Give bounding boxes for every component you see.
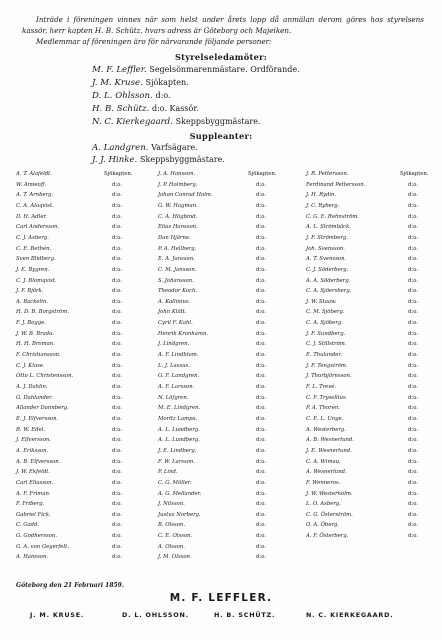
member-occupation: d:o. bbox=[112, 522, 122, 529]
member-name: O. A. Öberg. bbox=[306, 522, 340, 529]
member-name: J. Thorbjörnsson. bbox=[306, 373, 352, 380]
member-name: G. F. Landgren. bbox=[158, 373, 200, 380]
member-name: C. J. Söderberg. bbox=[306, 266, 349, 273]
member-occupation: d:o. bbox=[112, 330, 122, 337]
member-occupation: d:o. bbox=[112, 554, 122, 561]
member-occupation: d:o. bbox=[408, 320, 418, 327]
member-occupation: d:o. bbox=[256, 330, 266, 337]
member-name: F. J. Bogge. bbox=[16, 320, 46, 327]
member-occupation: d:o. bbox=[408, 288, 418, 295]
member-name: E. A. Jansson. bbox=[158, 256, 195, 263]
member-occupation: Sjökapten. bbox=[248, 171, 277, 177]
member-occupation: d:o. bbox=[256, 362, 266, 369]
board-member bbox=[92, 78, 189, 88]
member-name: J. Lindgren. bbox=[158, 341, 190, 348]
member-name: Ferdinand Pettersson. bbox=[306, 181, 366, 188]
member-name: G. W. Hagman. bbox=[158, 202, 198, 209]
member-name: John Klätt. bbox=[158, 309, 187, 316]
member-name: J. W. Ekfeldt. bbox=[16, 469, 51, 476]
member-occupation: d:o. bbox=[408, 426, 418, 433]
member-occupation: d:o. bbox=[256, 245, 266, 252]
member-occupation: d:o. bbox=[112, 277, 122, 284]
member-occupation: d:o. bbox=[408, 309, 418, 316]
member-name: J. M. Olsson. bbox=[158, 554, 192, 561]
member-occupation: d:o. bbox=[256, 479, 266, 486]
member-occupation: d:o. bbox=[112, 469, 122, 476]
member-name: A. L. Strömbäck. bbox=[306, 224, 351, 231]
member-name: J. E. Lindberg. bbox=[158, 447, 197, 454]
member-name: A. T. Svensson. bbox=[306, 256, 347, 263]
member-name: J. W. Staaw. bbox=[306, 298, 337, 305]
board-member bbox=[92, 104, 199, 114]
member-name: J. P. Holmberg. bbox=[158, 181, 198, 188]
member-name: J. F. Tengström. bbox=[306, 362, 348, 369]
member-occupation: d:o. bbox=[256, 288, 266, 295]
substitute-role: Skeppsbyggmästare. bbox=[140, 155, 225, 164]
member-occupation: d:o. bbox=[112, 181, 122, 188]
member-occupation: d:o. bbox=[256, 437, 266, 444]
member-name: A. L. Lundberg. bbox=[158, 437, 200, 444]
member-occupation: d:o. bbox=[256, 501, 266, 508]
board-member-name: H. B. Schütz. bbox=[92, 104, 150, 114]
member-name: C. J. Asberg. bbox=[16, 234, 49, 241]
member-name: Moritz Lampa. bbox=[158, 415, 198, 422]
member-name: F. Wenneros. bbox=[306, 479, 341, 486]
member-name: C. E. Bethén. bbox=[16, 245, 52, 252]
member-occupation: d:o. bbox=[112, 384, 122, 390]
member-name: Otto L. Christensson. bbox=[16, 373, 74, 380]
substitute-member bbox=[92, 155, 225, 165]
board-member-role: Skeppsbyggmästare. bbox=[175, 117, 261, 126]
member-occupation: d:o. bbox=[256, 394, 266, 401]
member-name: F. Friberg. bbox=[16, 501, 45, 508]
member-occupation: d:o. bbox=[112, 245, 122, 252]
member-occupation: d:o. bbox=[408, 533, 418, 540]
member-occupation: Sjökapten. bbox=[400, 171, 429, 177]
member-name: J. F. Strömberg. bbox=[306, 234, 348, 241]
member-occupation: Sjökapten. bbox=[104, 171, 133, 177]
member-name: N. Löfgren. bbox=[158, 394, 189, 401]
member-name: P. A. Thorén. bbox=[306, 405, 340, 412]
member-occupation: d:o. bbox=[408, 362, 418, 369]
member-occupation: d:o. bbox=[256, 469, 266, 476]
member-name: C. A. Alaqvist. bbox=[16, 202, 54, 209]
member-occupation: d:o. bbox=[256, 320, 266, 327]
member-occupation: d:o. bbox=[256, 256, 266, 263]
member-occupation: d:o. bbox=[408, 394, 418, 401]
member-name: C. A. Sjöersberg. bbox=[306, 288, 352, 295]
member-name: A. A. Söderberg. bbox=[306, 277, 351, 284]
signature: H. B. SCHÜTZ. bbox=[214, 611, 276, 619]
member-name: J. A. Hansson. bbox=[158, 171, 196, 177]
member-name: C. A. Wimau. bbox=[306, 458, 341, 465]
member-occupation: d:o. bbox=[408, 479, 418, 486]
member-occupation: d:o. bbox=[408, 202, 418, 209]
member-occupation: d:o. bbox=[112, 341, 122, 348]
board-member bbox=[92, 117, 261, 127]
member-occupation: d:o. bbox=[112, 352, 122, 359]
member-name: J. Nilsson. bbox=[158, 501, 185, 508]
member-name: P. A. Hellberg. bbox=[158, 245, 197, 252]
member-name: J. E. Wesnerlund. bbox=[306, 447, 352, 454]
member-name: A. F. Lindblom. bbox=[158, 352, 199, 359]
member-name: C. A. Sjöberg. bbox=[306, 320, 344, 327]
member-occupation: d:o. bbox=[112, 224, 122, 231]
member-name: G. Godhersson. bbox=[16, 533, 58, 540]
member-name: Gabriel Fick. bbox=[16, 511, 51, 518]
member-occupation: d:o. bbox=[112, 543, 122, 550]
member-name: J. Elfversson. bbox=[16, 437, 51, 444]
substitutes-heading: Suppleanter: bbox=[189, 131, 253, 141]
intro-paragraph: Inträde i föreningen vinnes när som helst under årets lopp då anmälan derom göres hos styrelsens kassör, herr kapten H. B. Schütz, hvars adress är Göteborg och Majeiken. bbox=[22, 15, 424, 35]
member-name: Johan Conrad Holm. bbox=[158, 192, 213, 199]
member-name: J. E. Bygren. bbox=[16, 266, 50, 273]
member-occupation: d:o. bbox=[112, 298, 122, 305]
member-name: A. B. Elfversson. bbox=[16, 458, 61, 465]
board-member bbox=[92, 91, 171, 101]
member-name: Joh. Svensson. bbox=[306, 245, 345, 252]
member-occupation: d:o. bbox=[256, 234, 266, 241]
member-occupation: d:o. bbox=[112, 192, 122, 199]
member-occupation: d:o. bbox=[112, 447, 122, 454]
member-occupation: d:o. bbox=[256, 511, 266, 518]
member-name: G. Dahlander. bbox=[16, 394, 53, 401]
member-occupation: d:o. bbox=[112, 394, 122, 401]
member-occupation: d:o. bbox=[408, 437, 418, 444]
substitute-role: Varfsägare. bbox=[151, 143, 198, 152]
member-occupation: d:o. bbox=[256, 490, 266, 497]
member-name: F. Christiansson. bbox=[16, 352, 61, 359]
member-name: C. G. Österström. bbox=[306, 511, 353, 518]
member-occupation: d:o. bbox=[256, 341, 266, 348]
member-name: Cyril F. Kahl. bbox=[158, 320, 193, 327]
member-name: A. F. Friman. bbox=[16, 490, 51, 497]
member-name: M. E. Lindgren. bbox=[158, 405, 201, 412]
member-name: E. J. Elfversson. bbox=[16, 415, 59, 422]
member-occupation: d:o. bbox=[408, 341, 418, 348]
member-name: A. F. Larsson. bbox=[158, 384, 195, 390]
member-occupation: d:o. bbox=[112, 362, 122, 369]
member-occupation: d:o. bbox=[112, 234, 122, 241]
board-member-name: D. L. Ohlsson. bbox=[92, 91, 153, 101]
member-occupation: d:o. bbox=[256, 405, 266, 412]
member-occupation: d:o. bbox=[112, 511, 122, 518]
member-name: A. Backelin. bbox=[16, 298, 49, 305]
member-occupation: d:o. bbox=[408, 277, 418, 284]
member-occupation: d:o. bbox=[408, 234, 418, 241]
member-name: E. Thulander. bbox=[306, 352, 343, 359]
member-occupation: d:o. bbox=[408, 522, 418, 529]
member-occupation: d:o. bbox=[256, 458, 266, 465]
member-occupation: d:o. bbox=[408, 330, 418, 337]
board-member-role: Sjökapten. bbox=[145, 78, 189, 87]
document-date: Göteborg den 21 Februari 1859. bbox=[16, 582, 124, 589]
member-occupation: d:o. bbox=[408, 415, 418, 422]
member-occupation: d:o. bbox=[112, 479, 122, 486]
member-name: P. Lind. bbox=[158, 469, 178, 476]
member-occupation: d:o. bbox=[256, 213, 266, 220]
member-occupation: d:o. bbox=[256, 192, 266, 199]
member-name: C. M. Jansson. bbox=[158, 266, 197, 273]
board-member-name: J. M. Kruse. bbox=[92, 78, 143, 88]
member-name: C. A. Högbind. bbox=[158, 213, 198, 220]
member-occupation: d:o. bbox=[408, 490, 418, 497]
member-name: C. E. L. Unge. bbox=[306, 415, 344, 422]
member-occupation: d:o. bbox=[256, 298, 266, 305]
member-name: A. L. Lundberg. bbox=[158, 426, 200, 433]
member-name: J. H. Rydin. bbox=[306, 192, 337, 199]
substitute-member bbox=[92, 143, 198, 153]
member-name: L. O. Asberg. bbox=[306, 501, 341, 508]
member-name: Dan Hjärne. bbox=[158, 234, 191, 241]
member-occupation: d:o. bbox=[408, 213, 418, 220]
member-name: J. F. Björk. bbox=[16, 288, 44, 295]
member-name: C. M. Sjöberg. bbox=[306, 309, 345, 316]
member-name: S. Johansson. bbox=[158, 277, 194, 284]
member-name: C. E. Olsson. bbox=[158, 533, 193, 540]
member-name: C. J. Klase. bbox=[16, 362, 45, 369]
member-name: F. W. Larsson. bbox=[158, 458, 196, 465]
member-occupation: d:o. bbox=[112, 288, 122, 295]
member-name: A. J. Dahlin. bbox=[16, 384, 48, 390]
member-occupation: d:o. bbox=[408, 469, 418, 476]
member-occupation: d:o. bbox=[112, 437, 122, 444]
member-name: J. W. B. Brada. bbox=[16, 330, 55, 337]
member-name: W. Amieoff. bbox=[16, 181, 47, 188]
board-member-name: N. C. Kierkegaard. bbox=[92, 117, 173, 127]
member-occupation: d:o. bbox=[256, 224, 266, 231]
member-name: A. G. Mellander. bbox=[158, 490, 202, 497]
member-occupation: d:o. bbox=[408, 501, 418, 508]
member-occupation: d:o. bbox=[408, 511, 418, 518]
member-name: A. T. Alafeldt. bbox=[16, 171, 52, 177]
member-name: B. Olsson. bbox=[158, 522, 186, 529]
member-occupation: d:o. bbox=[408, 447, 418, 454]
member-occupation: d:o. bbox=[112, 501, 122, 508]
member-occupation: d:o. bbox=[256, 426, 266, 433]
member-occupation: d:o. bbox=[408, 256, 418, 263]
member-name: Henrik Kronhamn. bbox=[158, 330, 209, 337]
member-occupation: d:o. bbox=[256, 277, 266, 284]
signature: D. L. OHLSSON. bbox=[122, 611, 189, 619]
member-occupation: d:o. bbox=[256, 352, 266, 359]
member-name: A. T. Arnberg. bbox=[16, 192, 54, 199]
member-occupation: d:o. bbox=[112, 256, 122, 263]
member-name: G. A. von Gegerfelt. bbox=[16, 543, 69, 550]
member-occupation: d:o. bbox=[112, 415, 122, 422]
member-name: J. R. Pettersson. bbox=[306, 171, 349, 177]
member-name: C. J. Stillström. bbox=[306, 341, 347, 348]
member-name: Elias Hansson. bbox=[158, 224, 198, 231]
member-name: J. W. Westerholm. bbox=[306, 490, 353, 497]
member-name: Carl Eliasson. bbox=[16, 479, 54, 486]
member-occupation: d:o. bbox=[256, 181, 266, 188]
intro-text bbox=[22, 14, 424, 47]
member-occupation: d:o. bbox=[408, 298, 418, 305]
member-name: L. J. Lassus. bbox=[158, 362, 190, 369]
member-occupation: d:o. bbox=[256, 415, 266, 422]
member-occupation: d:o. bbox=[112, 458, 122, 465]
member-occupation: d:o. bbox=[256, 266, 266, 273]
member-occupation: d:o. bbox=[112, 320, 122, 327]
substitute-name: A. Landgren. bbox=[92, 143, 149, 153]
member-name: C. G. E. Rehnström. bbox=[306, 213, 360, 220]
member-occupation: d:o. bbox=[256, 309, 266, 316]
signature: J. M. KRUSE. bbox=[30, 611, 85, 619]
member-name: C. F. Trysellius. bbox=[306, 394, 348, 401]
member-occupation: d:o. bbox=[408, 192, 418, 199]
board-member-role: d:o. Kassör. bbox=[151, 104, 199, 113]
member-name: J. F. Sundberg. bbox=[306, 330, 346, 337]
member-name: Carl Andersson. bbox=[16, 224, 60, 231]
member-occupation: d:o. bbox=[112, 202, 122, 209]
member-occupation: d:o. bbox=[256, 533, 266, 540]
member-name: C. Gadd. bbox=[16, 522, 40, 529]
member-occupation: d:o. bbox=[256, 373, 266, 380]
chair-signature: M. F. LEFFLER. bbox=[169, 592, 273, 604]
member-occupation: d:o. bbox=[112, 266, 122, 273]
member-name: A. Hansson. bbox=[16, 554, 49, 561]
member-name: H. D. B. Borgström. bbox=[16, 309, 69, 316]
member-name: A. Olsson. bbox=[158, 543, 185, 550]
member-occupation: d:o. bbox=[256, 447, 266, 454]
member-name: A. B. Wesnerlund. bbox=[306, 437, 354, 444]
signature: N. C. KIERKEGAARD. bbox=[306, 611, 394, 619]
member-occupation: d:o. bbox=[408, 405, 418, 412]
member-occupation: d:o. bbox=[256, 202, 266, 209]
member-name: R. W. Edel. bbox=[16, 426, 46, 433]
member-name: J. C. Ryberg. bbox=[306, 202, 340, 209]
board-member-role: Segelsönmarenmästare. Ordförande. bbox=[149, 65, 300, 74]
member-occupation: d:o. bbox=[408, 266, 418, 273]
member-name: A. F. Österberg. bbox=[306, 533, 349, 540]
member-name: A. Kallinius. bbox=[158, 298, 191, 305]
member-occupation: d:o. bbox=[112, 405, 122, 412]
member-name: C. G. Möller. bbox=[158, 479, 192, 486]
member-name: A. Westerberg. bbox=[306, 426, 346, 433]
member-occupation: d:o. bbox=[408, 384, 418, 390]
member-occupation: d:o. bbox=[408, 181, 418, 188]
board-member-role: d:o. bbox=[155, 91, 171, 100]
member-occupation: d:o. bbox=[408, 245, 418, 252]
member-occupation: d:o. bbox=[112, 490, 122, 497]
member-occupation: d:o. bbox=[112, 426, 122, 433]
member-occupation: d:o. bbox=[112, 533, 122, 540]
member-name: D. H. Adler. bbox=[16, 213, 48, 220]
member-occupation: d:o. bbox=[408, 224, 418, 231]
intro-members-line: Medlemmar af föreningen äro för närvarande följande personer: bbox=[36, 37, 272, 46]
member-occupation: d:o. bbox=[112, 309, 122, 316]
substitute-name: J. J. Hinke. bbox=[92, 155, 138, 165]
member-name: F. L. Trevé. bbox=[306, 384, 337, 390]
member-occupation: d:o. bbox=[256, 554, 266, 561]
member-occupation: d:o. bbox=[256, 384, 266, 390]
member-name: Sven Blidberg. bbox=[16, 256, 56, 263]
member-name: C. J. Blomqvist. bbox=[16, 277, 57, 284]
board-member-name: M. F. Leffler. bbox=[92, 65, 147, 75]
member-occupation: d:o. bbox=[408, 458, 418, 465]
member-name: Theodor Koch. bbox=[158, 288, 198, 295]
member-occupation: d:o. bbox=[256, 522, 266, 529]
member-occupation: d:o. bbox=[256, 543, 266, 550]
board-member bbox=[92, 65, 300, 75]
member-occupation: d:o. bbox=[112, 373, 122, 380]
member-occupation: d:o. bbox=[408, 352, 418, 359]
member-name: H. H. Broman. bbox=[16, 341, 55, 348]
member-occupation: d:o. bbox=[112, 213, 122, 220]
member-occupation: d:o. bbox=[408, 373, 418, 380]
member-name: A. Eriksson. bbox=[16, 447, 49, 454]
member-name: Justus Norberg. bbox=[158, 511, 201, 518]
member-name: A. Wesnerlund. bbox=[306, 469, 347, 476]
member-name: Allander Dannberg. bbox=[16, 405, 69, 412]
board-heading: Styrelseledamöter: bbox=[174, 52, 268, 62]
